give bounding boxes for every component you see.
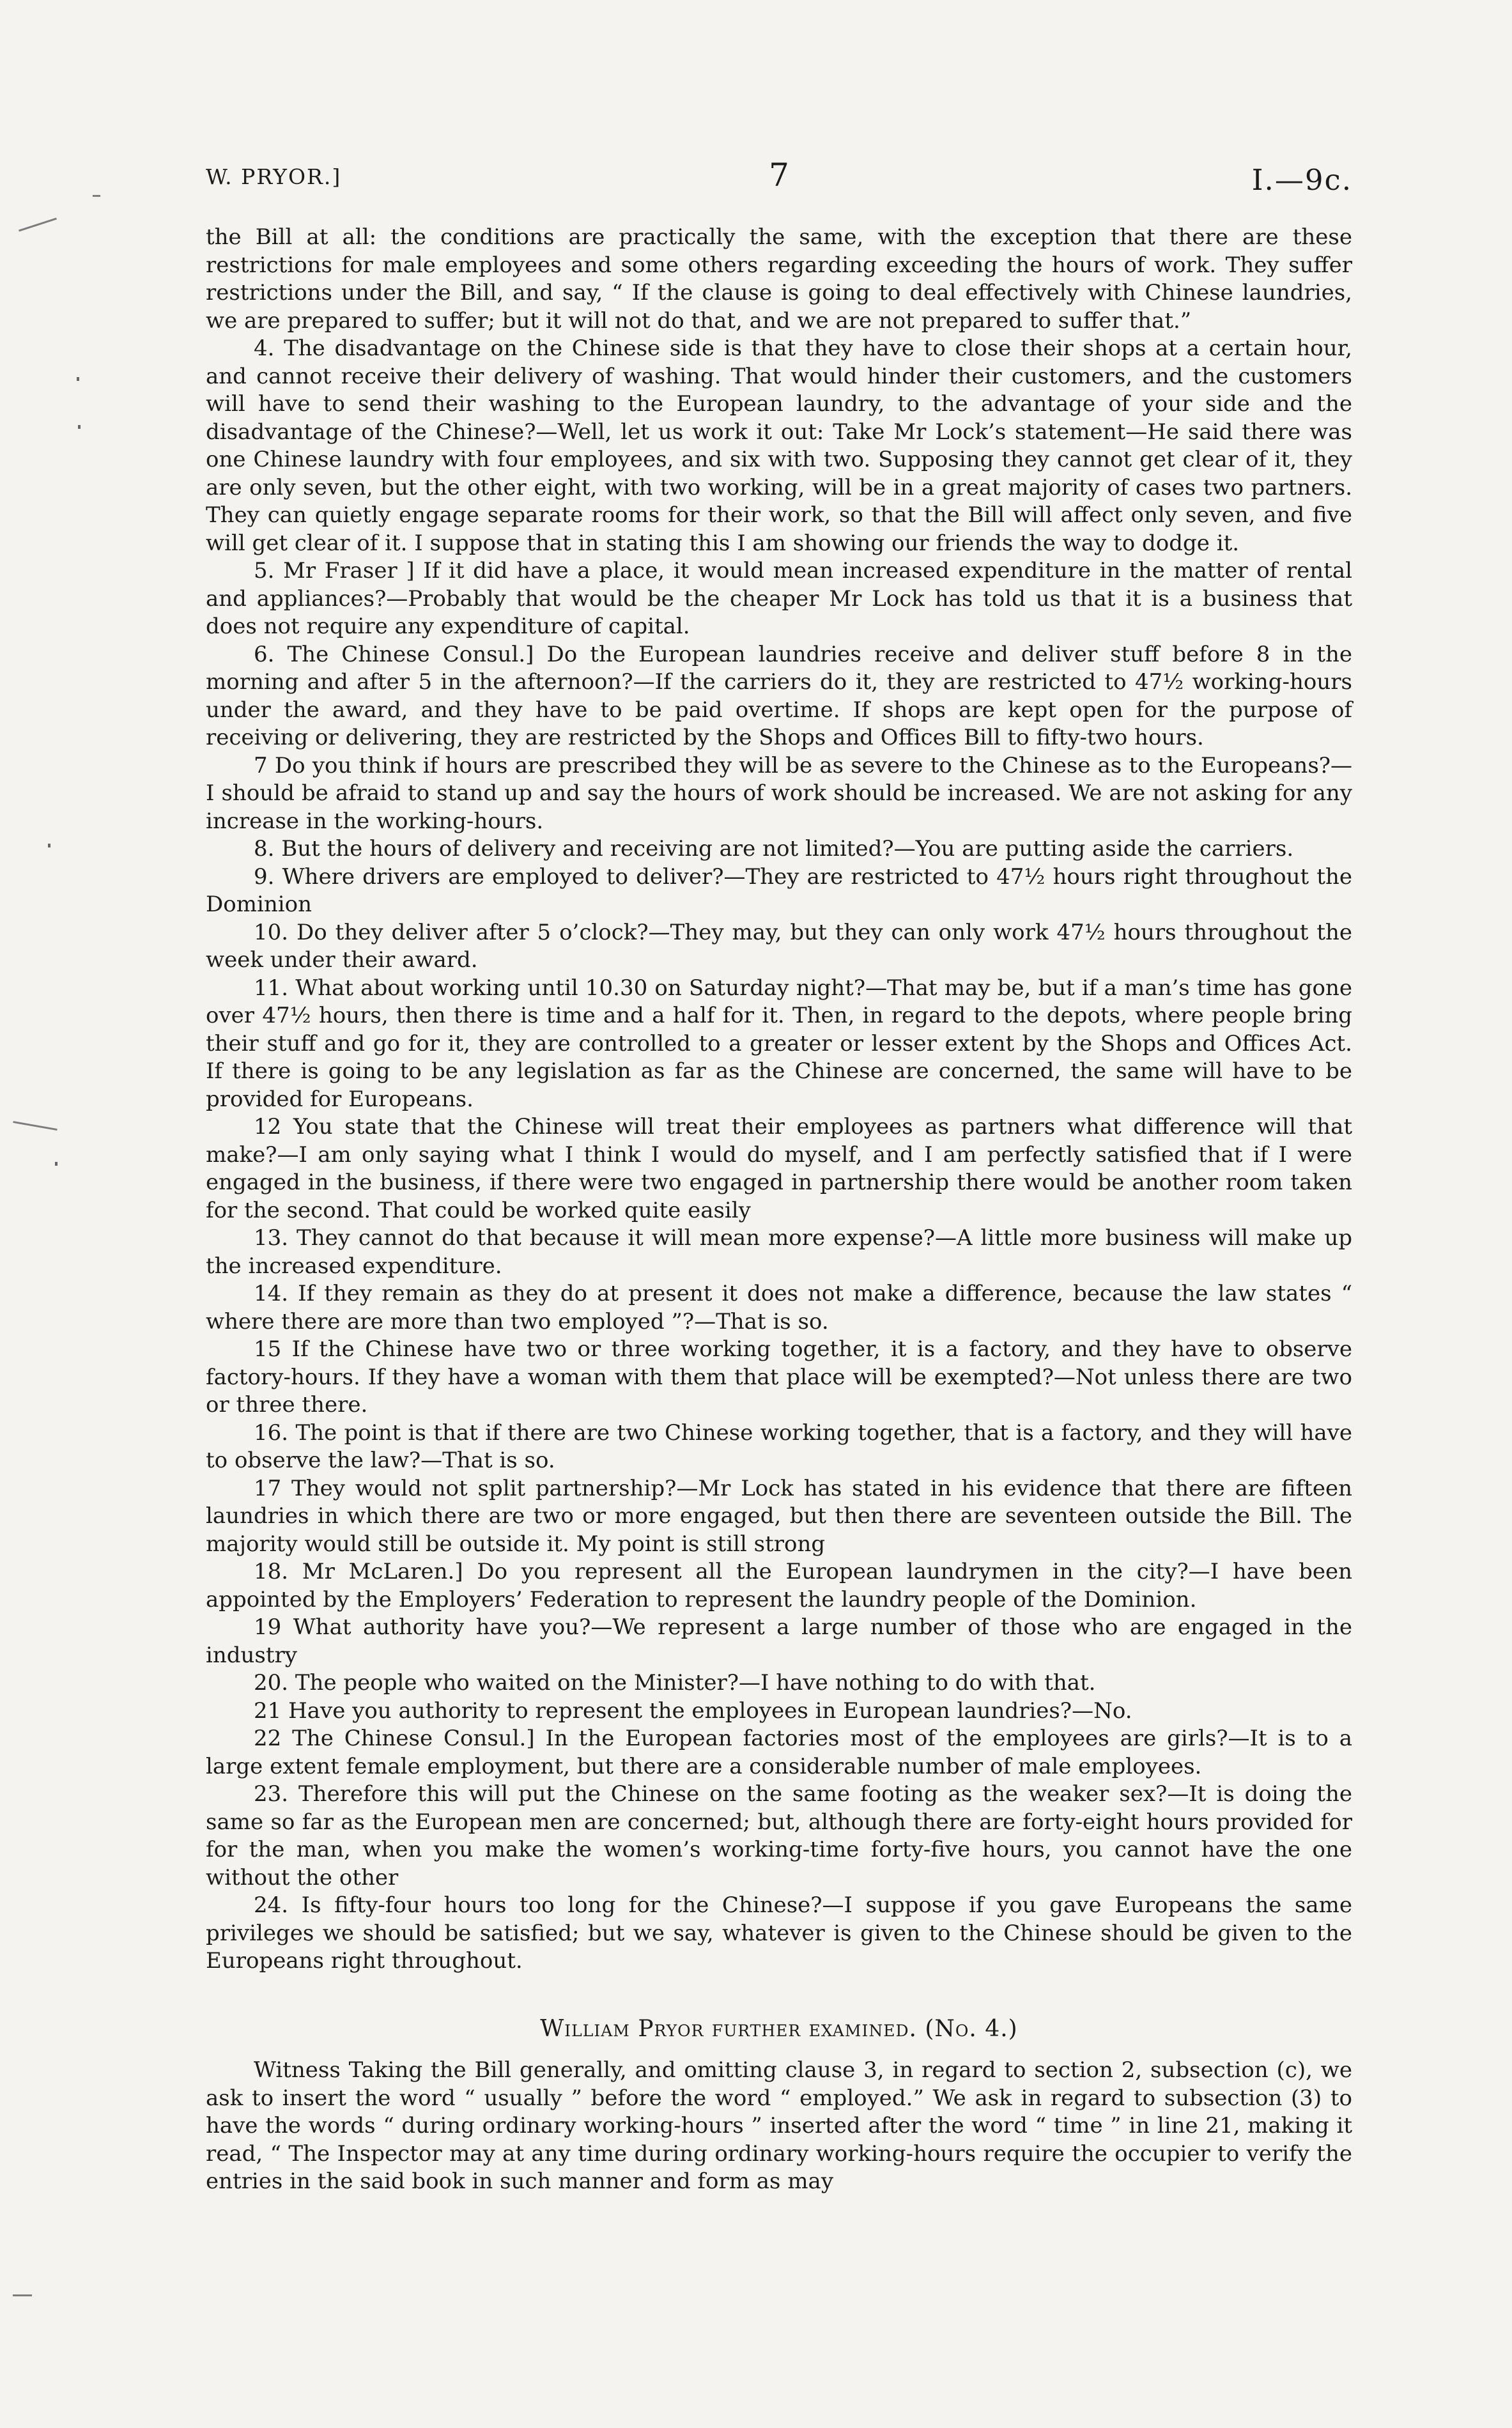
paragraph: Witness Taking the Bill generally, and omitting clause 3, in regard to section 2, subsection (c), we ask to insert the word “ usually ” before the word “ employed.” We ask in regard to subsection (3) to have the words “ during ordinary working-hours ” inserted after the word “ time ” in line 21, making it read, “ The Inspector may at any time during ordinary working-hours require the occupier to verify the entries in the said book in such manner and form as may xyxy=(206,2057,1352,2194)
margin-mark xyxy=(13,2294,32,2296)
margin-dot xyxy=(48,844,50,847)
paragraph: 11. What about working until 10.30 on Saturday night?—That may be, but if a man’s time has gone over 47½ hours, then there is time and a half for it. Then, in regard to the depots, where people bring their stuff and go for it, they are controlled to a greater or lesser extent by the Shops and Offices Act. If there is going to be any legislation as far as the Chinese are concerned, the same will have to be provided for Europeans. xyxy=(206,975,1352,1112)
paragraph: 24. Is fifty-four hours too long for the Chinese?—I suppose if you gave Europeans the same privileges we should be satisfied; but we say, whatever is given to the Chinese should be given to the Europeans right throughout. xyxy=(206,1892,1352,1974)
paragraph: 20. The people who waited on the Minister?—I have nothing to do with that. xyxy=(254,1670,1096,1696)
paragraph: 14. If they remain as they do at present it does not make a difference, because the law states “ where there are more than two employed ”?—That is so. xyxy=(206,1281,1352,1334)
paragraph: 22 The Chinese Consul.] In the European factories most of the employees are girls?—It is to a large extent female employment, but there are a considerable number of male employees. xyxy=(206,1726,1352,1779)
paragraph: 5. Mr Fraser ] If it did have a place, it would mean increased expenditure in the matter of rental and appliances?—Probably that would be the cheaper Mr Lock has told us that it is a business that does not require any expenditure of capital. xyxy=(206,558,1352,639)
margin-dot xyxy=(78,425,81,429)
paragraph: 18. Mr McLaren.] Do you represent all the European laundrymen in the city?—I have been appointed by the Employers’ Federation to represent the laundry people of the Dominion. xyxy=(206,1559,1352,1612)
margin-mark xyxy=(13,1121,57,1131)
section-heading: William Pryor further examined. (No. 4.) xyxy=(540,2015,1018,2042)
paragraph: 7 Do you think if hours are prescribed they will be as severe to the Chinese as to the Europeans?—I should be afraid to stand up and say the hours of work should be increased. We are not asking for any increase in the working-hours. xyxy=(206,752,1352,834)
paragraph: 4. The disadvantage on the Chinese side is that they have to close their shops at a certain hour, and cannot receive their delivery of washing. That would hinder their customers, and the customers will have to send their washing to the European laundry, to the advantage of your side and the disadvantage of the Chinese?—Well, let us work it out: Take Mr Lock’s statement—He said there was one Chinese laundry with four employees, and six with two. Supposing they cannot get clear of it, they are only seven, but the other eight, with two working, will be in a great majority of cases two partners. They can quietly engage separate rooms for their work, so that the Bill will affect only seven, and five will get clear of it. I suppose that in stating this I am showing our friends the way to dodge it. xyxy=(206,336,1352,556)
paragraph: 21 Have you authority to represent the employees in European laundries?—No. xyxy=(254,1697,1132,1724)
paragraph: 13. They cannot do that because it will mean more expense?—A little more business will make up the increased expenditure. xyxy=(206,1225,1352,1279)
paragraph: the Bill at all: the conditions are practically the same, with the exception that there are these restrictions for male employees and some others regarding exceeding the hours of work. They suffer restrictions under the Bill, and say, “ If the clause is going to deal effectively with Chinese laundries, we are prepared to suffer; but it will not do that, and we are not prepared to suffer that.” xyxy=(206,224,1352,334)
paragraph: 10. Do they deliver after 5 o’clock?—They may, but they can only work 47½ hours throughout the week under their award. xyxy=(206,919,1352,973)
page-number: 7 xyxy=(769,157,789,194)
paragraph: 9. Where drivers are employed to deliver?—They are restricted to 47½ hours right throughout the Dominion xyxy=(206,863,1352,917)
document-reference: I.—9c. xyxy=(1251,163,1352,197)
margin-mark xyxy=(93,195,100,197)
page-header xyxy=(206,157,1352,201)
paragraph: 17 They would not split partnership?—Mr Lock has stated in his evidence that there are fifteen laundries in which there are two or more engaged, but then there are seventeen outside the Bill. The majority would still be outside it. My point is still strong xyxy=(206,1475,1352,1557)
margin-mark xyxy=(19,217,57,231)
paragraph: 8. But the hours of delivery and receiving are not limited?—You are putting aside the carriers. xyxy=(254,836,1294,862)
margin-dot xyxy=(55,1162,58,1166)
paragraph: 15 If the Chinese have two or three working together, it is a factory, and they have to observe factory-hours. If they have a woman with them that place will be exempted?—Not unless there are two or three there. xyxy=(206,1336,1352,1418)
paragraph: 23. Therefore this will put the Chinese on the same footing as the weaker sex?—It is doing the same so far as the European men are concerned; but, although there are forty-eight hours provided for for the man, when you make the women’s working-time forty-five hours, you cannot have the one without the other xyxy=(206,1781,1352,1891)
paragraph: 19 What authority have you?—We represent a large number of those who are engaged in the industry xyxy=(206,1614,1352,1668)
running-head: W. PRYOR.] xyxy=(206,164,342,189)
body-text xyxy=(206,224,1352,2196)
paragraph: 12 You state that the Chinese will treat their employees as partners what difference will that make?—I am only saying what I think I would do myself, and I am perfectly satisfied that if I were engaged in the business, if there were two engaged in partnership there would be another room taken for the second. That could be worked quite easily xyxy=(206,1114,1352,1223)
paragraph: 6. The Chinese Consul.] Do the European laundries receive and deliver stuff before 8 in the morning and after 5 in the afternoon?—If the carriers do it, they are restricted to 47½ working-hours under the award, and they have to be paid overtime. If shops are kept open for the purpose of receiving or delivering, they are restricted by the Shops and Offices Bill to fifty-two hours. xyxy=(206,641,1352,750)
margin-dot xyxy=(77,377,79,381)
paragraph: 16. The point is that if there are two Chinese working together, that is a factory, and they will have to observe the law?—That is so. xyxy=(206,1419,1352,1473)
